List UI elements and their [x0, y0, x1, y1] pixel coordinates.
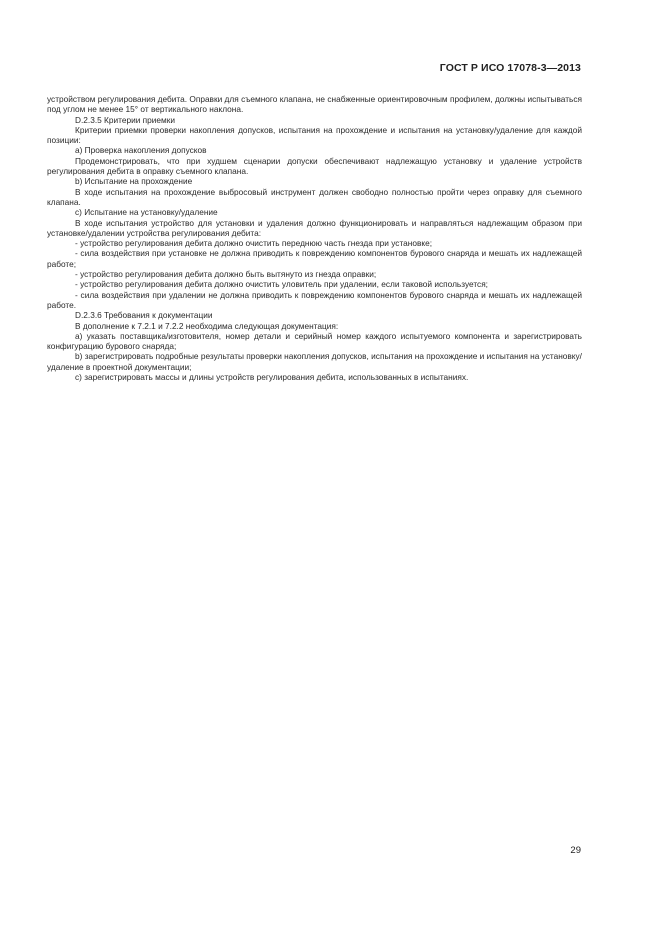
body-text: [47, 94, 582, 382]
section-heading: D.2.3.6 Требования к документации: [75, 310, 213, 321]
paragraph: В ходе испытания устройство для установки и удаления должно функционировать и направляться надлежащим образом при установке/удалении устройства регулирования дебита:: [47, 217, 582, 238]
paragraph: В дополнение к 7.2.1 и 7.2.2 необходима следующая документация:: [75, 320, 339, 331]
bullet-item: - сила воздействия при установке не должна приводить к повреждению компонентов бурового снаряда и мешать их надлежащей работе;: [47, 248, 582, 269]
list-item-heading: c) Испытание на установку/удаление: [75, 207, 218, 218]
list-item: b) зарегистрировать подробные результаты проверки накопления допусков, испытания на прохождение и испытания на установку/удаление в проектной документации;: [47, 351, 582, 372]
list-item: c) зарегистрировать массы и длины устройств регулирования дебита, использованных в испытаниях.: [75, 372, 469, 383]
section-heading: D.2.3.5 Критерии приемки: [75, 114, 175, 125]
paragraph: устройством регулирования дебита. Оправки для съемного клапана, не снабженные ориентировочным профилем, должны испытываться под углом не менее 15° от вертикального наклона.: [47, 94, 582, 115]
standard-header: ГОСТ Р ИСО 17078-3—2013: [439, 62, 581, 74]
bullet-item: - устройство регулирования дебита должно очистить уловитель при удалении, если таковой используется;: [75, 279, 488, 290]
list-item-heading: a) Проверка накопления допусков: [75, 145, 207, 156]
paragraph: Критерии приемки проверки накопления допусков, испытания на прохождение и испытания на установку/удаление для каждой позиции:: [47, 124, 582, 146]
bullet-item: - сила воздействия при удалении не должна приводить к повреждению компонентов бурового снаряда и мешать их надлежащей работе.: [47, 289, 582, 310]
paragraph: В ходе испытания на прохождение выбросовый инструмент должен свободно полностью пройти через оправку для съемного клапана.: [47, 186, 582, 207]
bullet-item: - устройство регулирования дебита должно очистить переднюю часть гнезда при установке;: [75, 238, 433, 249]
paragraph: Продемонстрировать, что при худшем сценарии допуски обеспечивают надлежащую установку и удаление устройств регулирования дебита в оправку съемного клапана.: [47, 155, 582, 177]
list-item: a) указать поставщика/изготовителя, номер детали и серийный номер каждого испытуемого компонента и зарегистрировать конфигурацию бурового снаряда;: [47, 330, 582, 352]
page-number: 29: [570, 845, 581, 856]
list-item-heading: b) Испытание на прохождение: [75, 176, 193, 187]
bullet-item: - устройство регулирования дебита должно быть вытянуто из гнезда оправки;: [75, 269, 377, 280]
